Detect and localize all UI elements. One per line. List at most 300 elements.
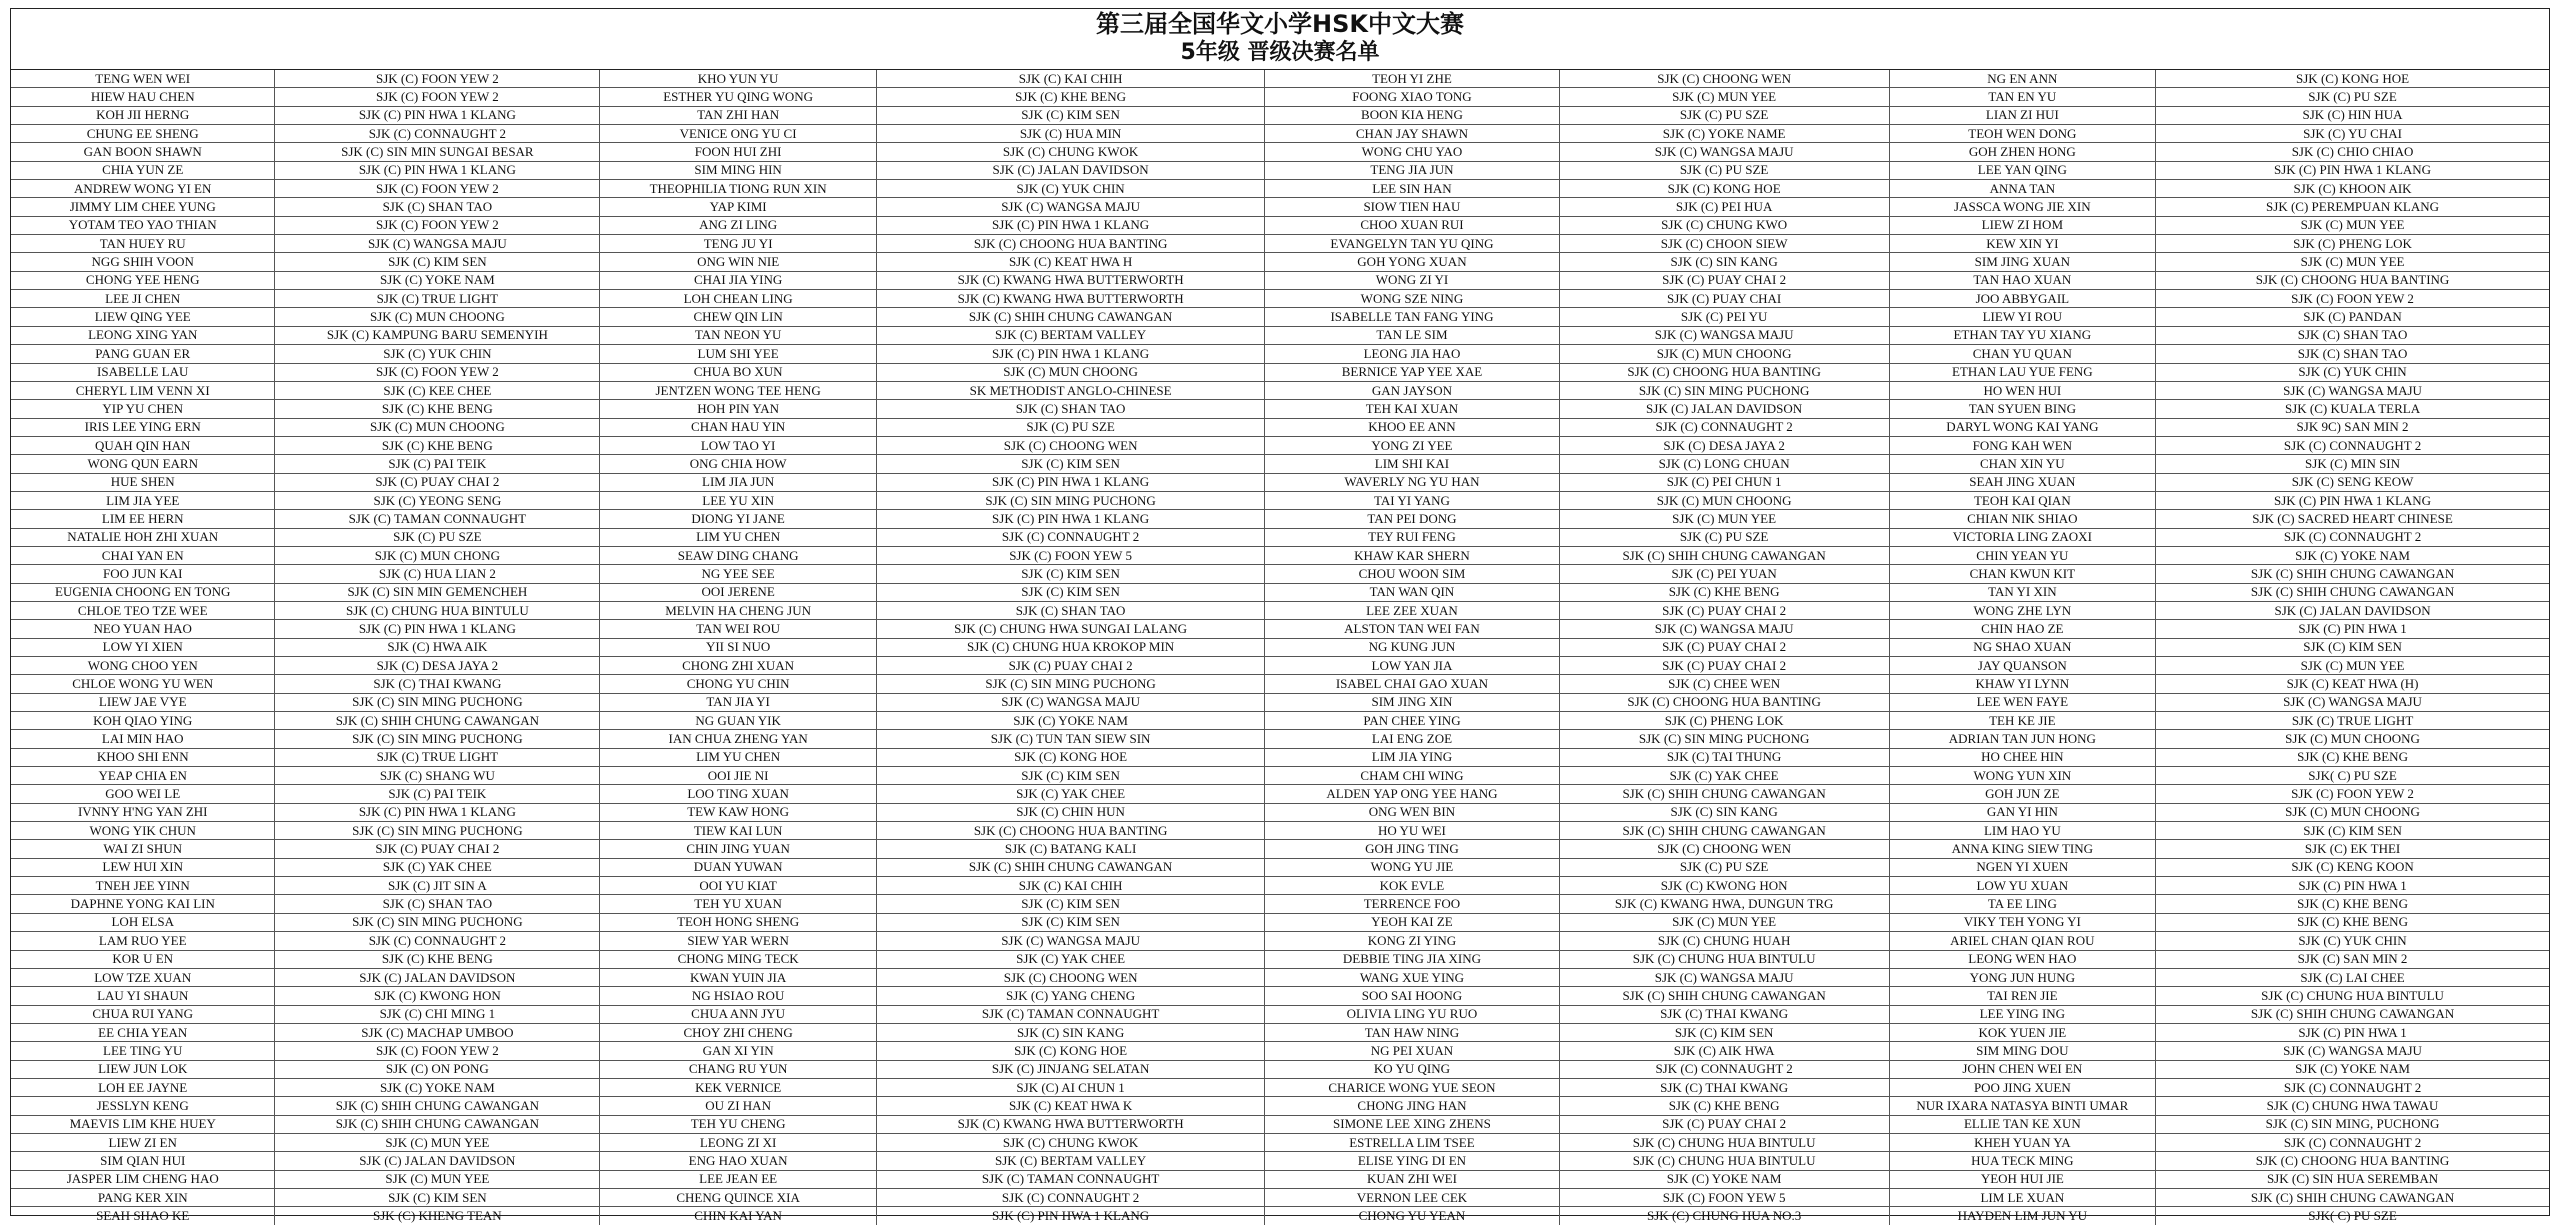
school-name-cell: SJK (C) SIN MING PUCHONG [1559,730,1889,748]
student-name-cell: MAEVIS LIM KHE HUEY [11,1115,275,1133]
school-name-cell: SJK (C) PU SZE [1559,161,1889,179]
school-name-cell: SJK (C) FOON YEW 5 [1559,1188,1889,1206]
school-name-cell: SJK (C) KIM SEN [275,1188,600,1206]
school-name-cell: SJK (C) YEONG SENG [275,491,600,509]
table-row [11,491,2549,509]
school-name-cell: SJK (C) JIT SIN A [275,877,600,895]
student-name-cell: CHOO XUAN RUI [1265,216,1559,234]
student-name-cell: ADRIAN TAN JUN HONG [1889,730,2155,748]
school-name-cell: SJK (C) SHIH CHUNG CAWANGAN [1559,785,1889,803]
student-name-cell: TEOH KAI QIAN [1889,491,2155,509]
table-row [11,546,2549,564]
school-name-cell: SJK (C) YOKE NAM [275,1078,600,1096]
table-row [11,271,2549,289]
school-name-cell: SJK (C) SHANG WU [275,767,600,785]
student-name-cell: TENG WEN WEI [11,70,275,88]
school-name-cell: SJK (C) TRUE LIGHT [275,748,600,766]
school-name-cell: SJK (C) MUN YEE [275,1170,600,1188]
table-row [11,161,2549,179]
school-name-cell: SJK (C) AI CHUN 1 [876,1078,1264,1096]
student-name-cell: LIM HAO YU [1889,822,2155,840]
student-name-cell: NG EN ANN [1889,70,2155,88]
school-name-cell: SJK (C) YUK CHIN [275,345,600,363]
table-row [11,400,2549,418]
school-name-cell: SJK (C) MUN YEE [1559,913,1889,931]
student-name-cell: CHIN KAI YAN [600,1207,877,1225]
table-row [11,822,2549,840]
student-name-cell: LEE SIN HAN [1265,180,1559,198]
school-name-cell: SJK (C) PUAY CHAI 2 [1559,657,1889,675]
school-name-cell: SJK (C) SIN MIN SUNGAI BESAR [275,143,600,161]
school-name-cell: SJK (C) WANGSA MAJU [876,932,1264,950]
student-name-cell: LEONG WEN HAO [1889,950,2155,968]
school-name-cell: SK METHODIST ANGLO-CHINESE [876,381,1264,399]
student-name-cell: TIEW KAI LUN [600,822,877,840]
school-name-cell: SJK (C) YOKE NAM [876,712,1264,730]
student-name-cell: JOHN CHEN WEI EN [1889,1060,2155,1078]
school-name-cell: SJK (C) CONNAUGHT 2 [1559,1060,1889,1078]
student-name-cell: MELVIN HA CHENG JUN [600,601,877,619]
student-name-cell: YEOH HUI JIE [1889,1170,2155,1188]
school-name-cell: SJK (C) SIN KANG [1559,803,1889,821]
student-name-cell: JENTZEN WONG TEE HENG [600,381,877,399]
school-name-cell: SJK (C) SHIH CHUNG CAWANGAN [1559,822,1889,840]
school-name-cell: SJK (C) KIM SEN [275,253,600,271]
school-name-cell: SJK (C) SHIH CHUNG CAWANGAN [275,1115,600,1133]
school-name-cell: SJK (C) PU SZE [876,418,1264,436]
school-name-cell: SJK (C) YAK CHEE [876,950,1264,968]
student-name-cell: DIONG YI JANE [600,510,877,528]
school-name-cell: SJK (C) THAI KWANG [1559,1005,1889,1023]
school-name-cell: SJK (C) CHOONG HUA BANTING [876,822,1264,840]
student-name-cell: HUE SHEN [11,473,275,491]
student-name-cell: WONG ZI YI [1265,271,1559,289]
student-name-cell: CHOY ZHI CHENG [600,1023,877,1041]
school-name-cell: SJK (C) KEE CHEE [275,381,600,399]
student-name-cell: POO JING XUEN [1889,1078,2155,1096]
student-name-cell: EUGENIA CHOONG EN TONG [11,583,275,601]
student-name-cell: EVANGELYN TAN YU QING [1265,235,1559,253]
student-name-cell: ENG HAO XUAN [600,1152,877,1170]
finalists-table [11,70,2549,1225]
student-name-cell: LIAN ZI HUI [1889,106,2155,124]
school-name-cell: SJK (C) MUN CHOONG [2156,803,2549,821]
table-row [11,1042,2549,1060]
school-name-cell: SJK (C) CHUNG HUA BINTULU [1559,950,1889,968]
school-name-cell: SJK (C) YOKE NAM [2156,546,2549,564]
table-row [11,767,2549,785]
school-name-cell: SJK (C) MUN CHOONG [275,418,600,436]
student-name-cell: LIEW JUN LOK [11,1060,275,1078]
student-name-cell: HAYDEN LIM JUN YU [1889,1207,2155,1225]
school-name-cell: SJK (C) JALAN DAVIDSON [275,1152,600,1170]
student-name-cell: GOH YONG XUAN [1265,253,1559,271]
student-name-cell: VICTORIA LING ZAOXI [1889,528,2155,546]
school-name-cell: SJK (C) CHOON SIEW [1559,235,1889,253]
school-name-cell: SJK (C) KWANG HWA, DUNGUN TRG [1559,895,1889,913]
student-name-cell: TEH YU CHENG [600,1115,877,1133]
school-name-cell: SJK (C) FOON YEW 2 [275,216,600,234]
student-name-cell: CHAN KWUN KIT [1889,565,2155,583]
student-name-cell: CHONG YU CHIN [600,675,877,693]
student-name-cell: ALSTON TAN WEI FAN [1265,620,1559,638]
school-name-cell: SJK (C) YANG CHENG [876,987,1264,1005]
student-name-cell: LEW HUI XIN [11,858,275,876]
school-name-cell: SJK (C) MUN YEE [1559,510,1889,528]
school-name-cell: SJK (C) WANGSA MAJU [1559,143,1889,161]
student-name-cell: CHAI YAN EN [11,546,275,564]
table-row [11,1097,2549,1115]
school-name-cell: SJK (C) AIK HWA [1559,1042,1889,1060]
student-name-cell: ALDEN YAP ONG YEE HANG [1265,785,1559,803]
table-row [11,455,2549,473]
school-name-cell: SJK (C) KIM SEN [876,583,1264,601]
student-name-cell: ANNA KING SIEW TING [1889,840,2155,858]
school-name-cell: SJK (C) CONNAUGHT 2 [2156,1133,2549,1151]
school-name-cell: SJK (C) YOKE NAM [275,271,600,289]
table-row [11,1060,2549,1078]
school-name-cell: SJK (C) YUK CHIN [876,180,1264,198]
student-name-cell: NUR IXARA NATASYA BINTI UMAR [1889,1097,2155,1115]
school-name-cell: SJK (C) WANGSA MAJU [2156,1042,2549,1060]
student-name-cell: CHAN HAU YIN [600,418,877,436]
school-name-cell: SJK (C) MACHAP UMBOO [275,1023,600,1041]
school-name-cell: SJK (C) YAK CHEE [275,858,600,876]
school-name-cell: SJK (C) FOON YEW 2 [275,70,600,88]
student-name-cell: OOI YU KIAT [600,877,877,895]
student-name-cell: WONG YUN XIN [1889,767,2155,785]
school-name-cell: SJK (C) MIN SIN [2156,455,2549,473]
school-name-cell: SJK( C) PU SZE [2156,767,2549,785]
student-name-cell: LEE YING ING [1889,1005,2155,1023]
school-name-cell: SJK (C) CHOONG WEN [1559,840,1889,858]
student-name-cell: LOW YU XUAN [1889,877,2155,895]
school-name-cell: SJK (C) WANGSA MAJU [2156,693,2549,711]
table-row [11,748,2549,766]
school-name-cell: SJK (C) PEI YU [1559,308,1889,326]
school-name-cell: SJK (C) KEAT HWA K [876,1097,1264,1115]
school-name-cell: SJK (C) HIN HUA [2156,106,2549,124]
student-name-cell: GOH JUN ZE [1889,785,2155,803]
student-name-cell: TAN WAN QIN [1265,583,1559,601]
school-name-cell: SJK (C) KAI CHIH [876,70,1264,88]
school-name-cell: SJK (C) CHOONG HUA BANTING [2156,1152,2549,1170]
school-name-cell: SJK (C) PIN HWA 1 KLANG [275,620,600,638]
student-name-cell: GAN BOON SHAWN [11,143,275,161]
student-name-cell: ONG WIN NIE [600,253,877,271]
school-name-cell: SJK (C) PAI TEIK [275,455,600,473]
student-name-cell: EE CHIA YEAN [11,1023,275,1041]
student-name-cell: VERNON LEE CEK [1265,1188,1559,1206]
student-name-cell: ONG WEN BIN [1265,803,1559,821]
table-row [11,583,2549,601]
school-name-cell: SJK (C) CHOONG HUA BANTING [1559,693,1889,711]
school-name-cell: SJK (C) PIN HWA 1 KLANG [876,216,1264,234]
student-name-cell: WONG CHOO YEN [11,657,275,675]
school-name-cell: SJK (C) PUAY CHAI 2 [876,657,1264,675]
school-name-cell: SJK (C) PHENG LOK [1559,712,1889,730]
student-name-cell: OOI JIE NI [600,767,877,785]
student-name-cell: IAN CHUA ZHENG YAN [600,730,877,748]
student-name-cell: LAU YI SHAUN [11,987,275,1005]
school-name-cell: SJK (C) SIN KANG [876,1023,1264,1041]
student-name-cell: DAPHNE YONG KAI LIN [11,895,275,913]
student-name-cell: ANNA TAN [1889,180,2155,198]
school-name-cell: SJK (C) KHENG TEAN [275,1207,600,1225]
school-name-cell: SJK (C) KIM SEN [876,913,1264,931]
table-row [11,326,2549,344]
school-name-cell: SJK (C) CHUNG KWOK [876,1133,1264,1151]
school-name-cell: SJK (C) CONNAUGHT 2 [876,1188,1264,1206]
student-name-cell: YONG JUN HUNG [1889,968,2155,986]
student-name-cell: FOON HUI ZHI [600,143,877,161]
school-name-cell: SJK (C) CONNAUGHT 2 [1559,418,1889,436]
school-name-cell: SJK (C) YOKE NAM [2156,1060,2549,1078]
student-name-cell: SEAH SHAO KE [11,1207,275,1225]
school-name-cell: SJK (C) CHUNG HUAH [1559,932,1889,950]
school-name-cell: SJK (C) PIN HWA 1 [2156,877,2549,895]
student-name-cell: TAN PEI DONG [1265,510,1559,528]
school-name-cell: SJK (C) BATANG KALI [876,840,1264,858]
school-name-cell: SJK (C) KHE BENG [2156,748,2549,766]
student-name-cell: NGG SHIH VOON [11,253,275,271]
table-row [11,785,2549,803]
table-row [11,418,2549,436]
school-name-cell: SJK (C) PHENG LOK [2156,235,2549,253]
school-name-cell: SJK (C) PEI YUAN [1559,565,1889,583]
school-name-cell: SJK (C) WANGSA MAJU [1559,968,1889,986]
school-name-cell: SJK (C) CHUNG KWO [1559,216,1889,234]
school-name-cell: SJK (C) FOON YEW 2 [275,180,600,198]
student-name-cell: SIM JING XIN [1265,693,1559,711]
school-name-cell: SJK (C) MUN CHOONG [1559,491,1889,509]
student-name-cell: CHONG JING HAN [1265,1097,1559,1115]
school-name-cell: SJK (C) SHIH CHUNG CAWANGAN [1559,987,1889,1005]
student-name-cell: HIEW HAU CHEN [11,88,275,106]
school-name-cell: SJK (C) SHAN TAO [275,198,600,216]
table-row [11,180,2549,198]
student-name-cell: TAN HUEY RU [11,235,275,253]
student-name-cell: OOI JERENE [600,583,877,601]
student-name-cell: TEOH WEN DONG [1889,125,2155,143]
school-name-cell: SJK (C) KIM SEN [876,895,1264,913]
student-name-cell: TAN HAW NING [1265,1023,1559,1041]
student-name-cell: SIM MING HIN [600,161,877,179]
student-name-cell: NG GUAN YIK [600,712,877,730]
school-name-cell: SJK (C) CHIO CHIAO [2156,143,2549,161]
student-name-cell: CHIN YEAN YU [1889,546,2155,564]
table-row [11,913,2549,931]
table-row [11,198,2549,216]
student-name-cell: KWAN YUIN JIA [600,968,877,986]
school-name-cell: SJK (C) PEREMPUAN KLANG [2156,198,2549,216]
page-subtitle: 5年级 晋级决赛名单 [1180,40,1380,65]
table-row [11,657,2549,675]
school-name-cell: SJK (C) THAI KWANG [275,675,600,693]
student-name-cell: KO YU QING [1265,1060,1559,1078]
school-name-cell: SJK (C) PEI CHUN 1 [1559,473,1889,491]
student-name-cell: YOTAM TEO YAO THIAN [11,216,275,234]
school-name-cell: SJK (C) FOON YEW 2 [275,363,600,381]
student-name-cell: SEAW DING CHANG [600,546,877,564]
student-name-cell: HUA TECK MING [1889,1152,2155,1170]
school-name-cell: SJK (C) SIN MING PUCHONG [275,913,600,931]
school-name-cell: SJK (C) PIN HWA 1 KLANG [275,106,600,124]
school-name-cell: SJK (C) KWANG HWA BUTTERWORTH [876,290,1264,308]
student-name-cell: LEE JI CHEN [11,290,275,308]
school-name-cell: SJK (C) PUAY CHAI 2 [275,473,600,491]
student-name-cell: LUM SHI YEE [600,345,877,363]
student-name-cell: LIM JIA YING [1265,748,1559,766]
school-name-cell: SJK (C) SIN MING PUCHONG [275,730,600,748]
school-name-cell: SJK( C) PU SZE [2156,1207,2549,1225]
student-name-cell: PANG KER XIN [11,1188,275,1206]
student-name-cell: CHAN XIN YU [1889,455,2155,473]
student-name-cell: LOO TING XUAN [600,785,877,803]
school-name-cell: SJK (C) KWANG HWA BUTTERWORTH [876,1115,1264,1133]
school-name-cell: SJK (C) PIN HWA 1 KLANG [275,161,600,179]
school-name-cell: SJK (C) SHAN TAO [2156,345,2549,363]
student-name-cell: KOK YUEN JIE [1889,1023,2155,1041]
school-name-cell: SJK (C) KONG HOE [876,1042,1264,1060]
student-name-cell: FOONG XIAO TONG [1265,88,1559,106]
student-name-cell: OU ZI HAN [600,1097,877,1115]
page-title: 第三届全国华文小学HSK中文大赛 [1096,10,1464,38]
school-name-cell: SJK (C) JALAN DAVIDSON [1559,400,1889,418]
table-row [11,1188,2549,1206]
student-name-cell: LEONG XING YAN [11,326,275,344]
school-name-cell: SJK (C) TAMAN CONNAUGHT [275,510,600,528]
school-name-cell: SJK (C) CHUNG HUA KROKOP MIN [876,638,1264,656]
school-name-cell: SJK (C) CONNAUGHT 2 [2156,528,2549,546]
school-name-cell: SJK (C) JALAN DAVIDSON [2156,601,2549,619]
student-name-cell: YAP KIMI [600,198,877,216]
school-name-cell: SJK (C) SHIH CHUNG CAWANGAN [2156,583,2549,601]
school-name-cell: SJK (C) KAI CHIH [876,877,1264,895]
student-name-cell: WONG SZE NING [1265,290,1559,308]
student-name-cell: JASPER LIM CHENG HAO [11,1170,275,1188]
student-name-cell: CHONG MING TECK [600,950,877,968]
school-name-cell: SJK (C) KEAT HWA H [876,253,1264,271]
school-name-cell: SJK (C) PIN HWA 1 KLANG [876,1207,1264,1225]
school-name-cell: SJK (C) TAMAN CONNAUGHT [876,1005,1264,1023]
student-name-cell: LIEW JAE VYE [11,693,275,711]
student-name-cell: CHLOE TEO TZE WEE [11,601,275,619]
student-name-cell: ESTRELLA LIM TSEE [1265,1133,1559,1151]
student-name-cell: LAM RUO YEE [11,932,275,950]
school-name-cell: SJK (C) CHUNG KWOK [876,143,1264,161]
student-name-cell: WAVERLY NG YU HAN [1265,473,1559,491]
student-name-cell: OLIVIA LING YU RUO [1265,1005,1559,1023]
table-row [11,143,2549,161]
student-name-cell: NGEN YI XUEN [1889,858,2155,876]
school-name-cell: SJK (C) LAI CHEE [2156,968,2549,986]
student-name-cell: CHARICE WONG YUE SEON [1265,1078,1559,1096]
table-row [11,601,2549,619]
student-name-cell: CHAN JAY SHAWN [1265,125,1559,143]
student-name-cell: ESTHER YU QING WONG [600,88,877,106]
school-name-cell: SJK (C) JALAN DAVIDSON [275,968,600,986]
student-name-cell: CHLOE WONG YU WEN [11,675,275,693]
student-name-cell: CHIN JING YUAN [600,840,877,858]
student-name-cell: LIM YU CHEN [600,528,877,546]
school-name-cell: SJK (C) WANGSA MAJU [275,235,600,253]
school-name-cell: SJK (C) SIN HUA SEREMBAN [2156,1170,2549,1188]
student-name-cell: TAN LE SIM [1265,326,1559,344]
school-name-cell: SJK (C) KEAT HWA (H) [2156,675,2549,693]
school-name-cell: SJK (C) KONG HOE [1559,180,1889,198]
student-name-cell: TERRENCE FOO [1265,895,1559,913]
student-name-cell: THEOPHILIA TIONG RUN XIN [600,180,877,198]
student-name-cell: KEW XIN YI [1889,235,2155,253]
table-row [11,216,2549,234]
student-name-cell: ISABEL CHAI GAO XUAN [1265,675,1559,693]
school-name-cell: SJK (C) MUN CHOONG [2156,730,2549,748]
student-name-cell: SIEW YAR WERN [600,932,877,950]
student-name-cell: JASSCA WONG JIE XIN [1889,198,2155,216]
school-name-cell: SJK (C) MUN YEE [2156,657,2549,675]
school-name-cell: SJK (C) JALAN DAVIDSON [876,161,1264,179]
table-row [11,253,2549,271]
school-name-cell: SJK (C) TAMAN CONNAUGHT [876,1170,1264,1188]
student-name-cell: DARYL WONG KAI YANG [1889,418,2155,436]
student-name-cell: KONG ZI YING [1265,932,1559,950]
student-name-cell: GAN YI HIN [1889,803,2155,821]
student-name-cell: VIKY TEH YONG YI [1889,913,2155,931]
student-name-cell: SEAH JING XUAN [1889,473,2155,491]
student-name-cell: ONG CHIA HOW [600,455,877,473]
school-name-cell: SJK (C) CHOONG HUA BANTING [876,235,1264,253]
school-name-cell: SJK (C) MUN YEE [1559,88,1889,106]
student-name-cell: TAI REN JIE [1889,987,2155,1005]
school-name-cell: SJK (C) MUN CHOONG [876,363,1264,381]
student-name-cell: TAN WEI ROU [600,620,877,638]
school-name-cell: SJK (C) YOKE NAME [1559,125,1889,143]
student-name-cell: LEE WEN FAYE [1889,693,2155,711]
school-name-cell: SJK (C) KWONG HON [1559,877,1889,895]
school-name-cell: SJK (C) MUN YEE [275,1133,600,1151]
school-name-cell: SJK (C) KHE BENG [275,400,600,418]
student-name-cell: KHOO SHI ENN [11,748,275,766]
student-name-cell: SIM QIAN HUI [11,1152,275,1170]
school-name-cell: SJK (C) PAI TEIK [275,785,600,803]
student-name-cell: LEE JEAN EE [600,1170,877,1188]
student-name-cell: LAI MIN HAO [11,730,275,748]
table-row [11,638,2549,656]
school-name-cell: SJK (C) KWONG HON [275,987,600,1005]
school-name-cell: SJK (C) EK THEI [2156,840,2549,858]
student-name-cell: KHO YUN YU [600,70,877,88]
student-name-cell: LOH CHEAN LING [600,290,877,308]
student-name-cell: TAN ZHI HAN [600,106,877,124]
student-name-cell: WONG ZHE LYN [1889,601,2155,619]
table-row [11,803,2549,821]
student-name-cell: CHUA BO XUN [600,363,877,381]
student-name-cell: TENG JU YI [600,235,877,253]
student-name-cell: TAN HAO XUAN [1889,271,2155,289]
student-name-cell: TEH YU XUAN [600,895,877,913]
student-name-cell: ETHAN LAU YUE FENG [1889,363,2155,381]
school-name-cell: SJK (C) SENG KEOW [2156,473,2549,491]
table-row [11,1115,2549,1133]
student-name-cell: CHUNG EE SHENG [11,125,275,143]
school-name-cell: SJK (C) SHIH CHUNG CAWANGAN [1559,546,1889,564]
table-row [11,1207,2549,1225]
school-name-cell: SJK (C) DESA JAYA 2 [275,657,600,675]
student-name-cell: WANG XUE YING [1265,968,1559,986]
student-name-cell: CHIA YUN ZE [11,161,275,179]
table-row [11,895,2549,913]
